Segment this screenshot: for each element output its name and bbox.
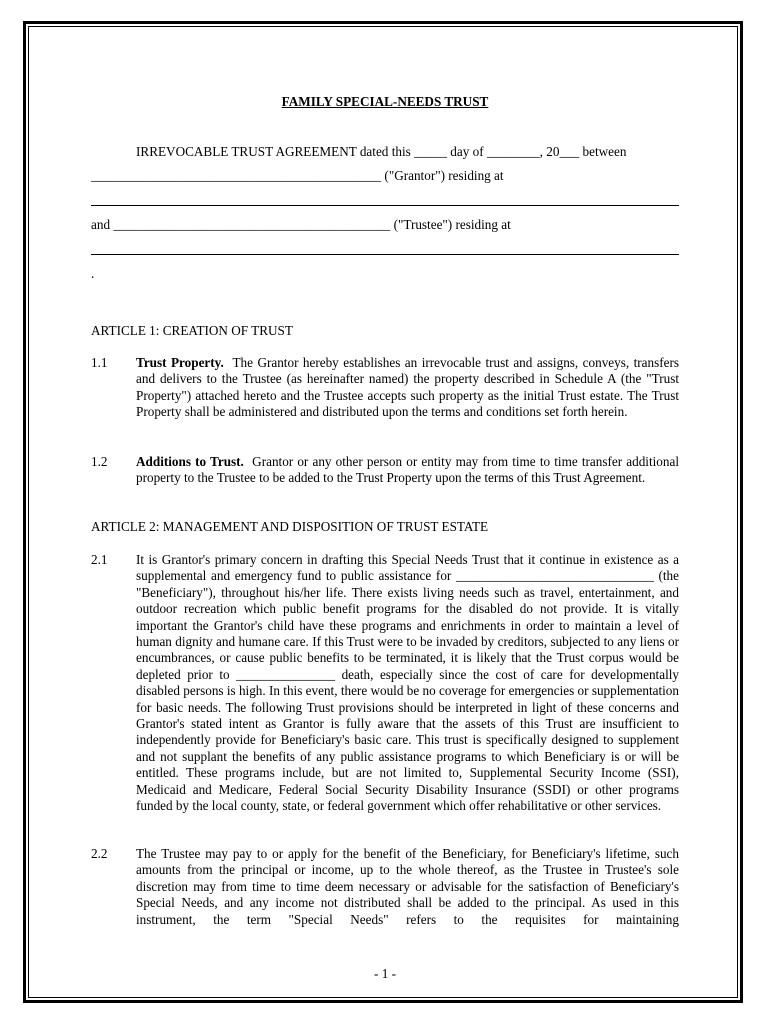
section-2-2-number: 2.2 bbox=[91, 846, 108, 861]
section-2-1-number: 2.1 bbox=[91, 552, 108, 567]
intro-line-1: IRREVOCABLE TRUST AGREEMENT dated this _____ day of ________, 20___ between bbox=[136, 144, 627, 159]
section-2-1-paragraph: It is Grantor's primary concern in drafting this Special Needs Trust that it continue in existence as a supplemental and emergency fund to public assistance for ______________________________ (the "Beneficiary"), throughout his/her life. There exists living needs such as travel, entertainment, and outdoor recreation which public benefit programs for the disabled do not provide. It is vitally important the Grantor's child have these programs and enrichments in order to maintain a level of human dignity and humane care. If this Trust were to be invaded by creditors, subjected to any liens or encumbrances, or cause public benefits to be terminated, it is likely that the Trust corpus would be depleted prior to _______________ death, especially since the cost of care for developmentally disabled persons is high. In this event, there would be no coverage for emergencies or supplementation for basic needs. The following Trust provisions should be interpreted in light of these concerns and Grantor's stated intent as Grantor is fully aware that the assets of this Trust are insufficient to independently provide for Beneficiary's basic care. This trust is specifically designed to supplement and not supplant the benefits of any public assistance programs to which Beneficiary is or will be entitled. These programs include, but are not limited to, Supplemental Security Income (SSI), Medicaid and Medicare, Federal Social Security Disability Insurance (SSDI) or other programs funded by the local county, state, or federal government which offer rehabilitative or other services. bbox=[136, 552, 679, 814]
section-1-2-number: 1.2 bbox=[91, 454, 108, 469]
intro-period: . bbox=[91, 266, 95, 281]
intro-line-3: and __________________________________________ ("Trustee") residing at bbox=[91, 217, 511, 232]
blank-line-grantor-address bbox=[91, 205, 679, 206]
page-number: - 1 - bbox=[374, 966, 396, 981]
section-1-2-text: Grantor or any other person or entity may from time to time transfer additional property to the Trustee to be added to the Trust Property upon the terms of this Trust Agreement. bbox=[136, 454, 679, 486]
section-1-1-title: Trust Property. bbox=[136, 355, 224, 370]
section-1-2-paragraph bbox=[136, 454, 679, 487]
section-1-1-number: 1.1 bbox=[91, 355, 108, 370]
article-2-heading: ARTICLE 2: MANAGEMENT AND DISPOSITION OF TRUST ESTATE bbox=[91, 519, 489, 534]
document-title: FAMILY SPECIAL-NEEDS TRUST bbox=[281, 94, 489, 109]
section-1-1-text: The Grantor hereby establishes an irrevocable trust and assigns, conveys, transfers and delivers to the Trustee (as hereinafter named) the property described in Schedule A (the "Trust Property") attached hereto and the Trustee accepts such property as the initial Trust estate. The Trust Property shall be administered and distributed upon the terms and conditions set forth herein. bbox=[136, 355, 680, 420]
section-2-2-paragraph: The Trustee may pay to or apply for the benefit of the Beneficiary, for Beneficiary's lifetime, such amounts from the principal or income, up to the whole thereof, as the Trustee in Trustee's sole discretion may from time to time deem necessary or advisable for the satisfaction of Beneficiary's Special Needs, and any income not distributed shall be added to the principal. As used in this instrument, the term "Special Needs" refers to the requisites for maintaining bbox=[136, 846, 679, 927]
blank-line-trustee-address bbox=[91, 254, 679, 255]
section-1-1-paragraph bbox=[136, 355, 679, 421]
section-1-2-title: Additions to Trust. bbox=[136, 454, 244, 469]
article-1-heading: ARTICLE 1: CREATION OF TRUST bbox=[91, 323, 293, 338]
intro-line-2: ____________________________________________ ("Grantor") residing at bbox=[91, 168, 504, 183]
